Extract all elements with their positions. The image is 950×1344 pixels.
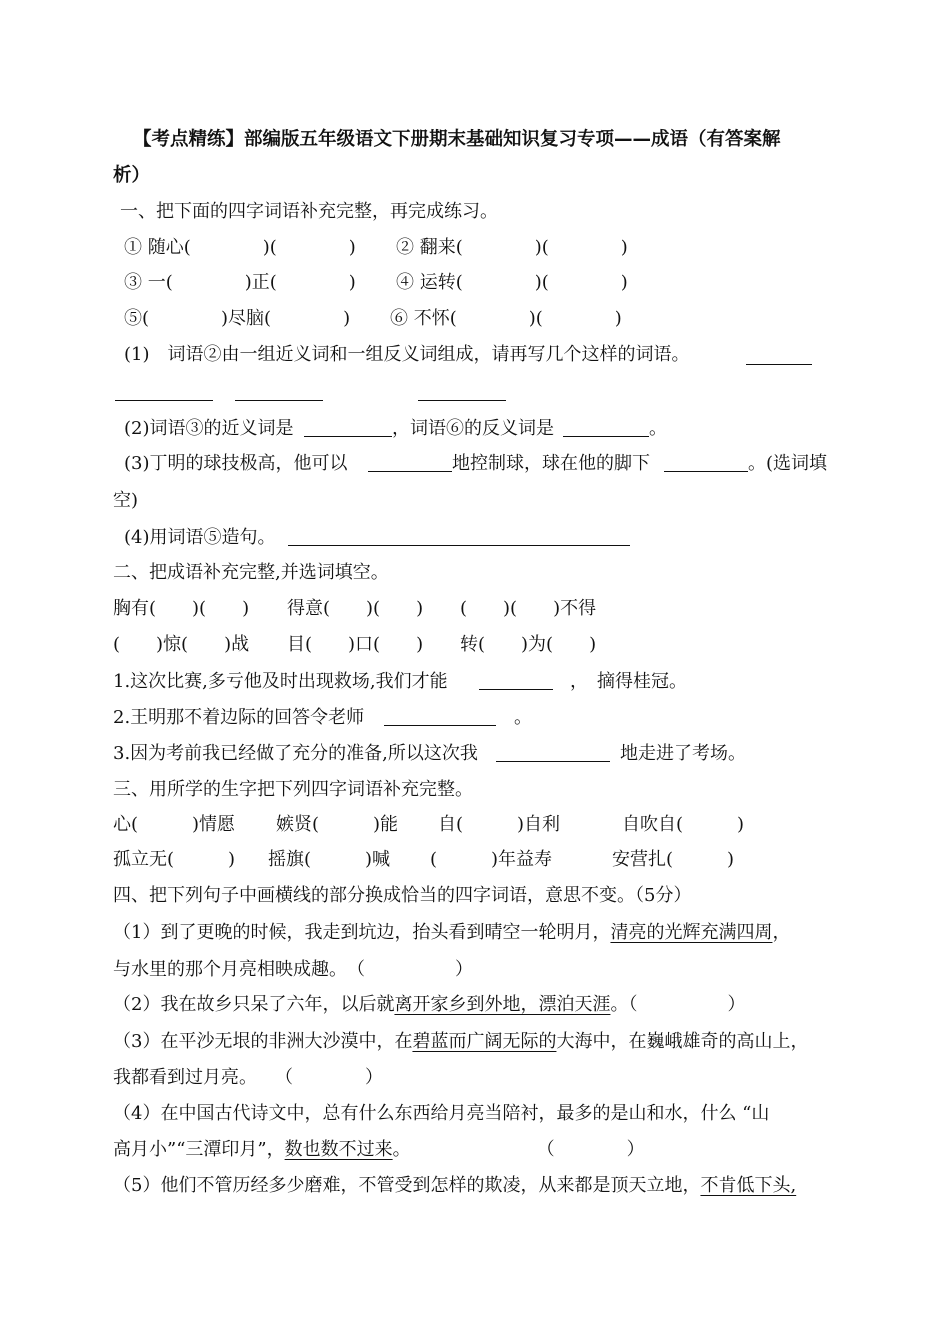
sentence-2-3-part-b: 地走进了考场。 xyxy=(620,743,746,764)
answer-blank[interactable] xyxy=(563,436,649,437)
sentence-2-1-part-b: ， 摘得桂冠。 xyxy=(570,671,687,692)
idiom-item-6: ⑥ 不怀( )( ) xyxy=(390,308,622,329)
worksheet-title-continued: 析） xyxy=(113,165,151,186)
answer-blank[interactable] xyxy=(115,400,213,401)
worksheet-title: 【考点精练】部编版五年级语文下册期末基础知识复习专项——成语（有答案解 xyxy=(133,129,781,150)
idiom-fill-1: 胸有( )( ) xyxy=(113,598,250,619)
idiom-fill-6: 转( )为( ) xyxy=(460,634,597,655)
question-1-3-part-c: 。(选词填 xyxy=(748,453,828,474)
rewrite-question-1: （1）到了更晚的时候，我走到坑边，抬头看到晴空一轮明月，清亮的光辉充满四周， xyxy=(113,922,791,943)
underlined-phrase: 不肯低下头, xyxy=(700,1175,797,1196)
sentence-2-1-part-a: 1.这次比赛,多亏他及时出现救场,我们才能 xyxy=(113,671,448,692)
rewrite-question-4: （4）在中国古代诗文中，总有什么东西给月亮当陪衬，最多的是山和水，什么 “山 xyxy=(113,1103,770,1124)
answer-blank[interactable] xyxy=(664,471,748,472)
rewrite-question-4-continued: 高月小”“三潭印月”，数也数不过来。 （ ） xyxy=(113,1139,645,1160)
idiom-item-5: ⑤( )尽脑( ) xyxy=(124,308,351,329)
idiom-item-1: ① 随心( )( ) xyxy=(124,237,356,258)
char-fill-1: 心( )情愿 xyxy=(113,814,236,835)
sentence-2-3-part-a: 3.因为考前我已经做了充分的准备,所以这次我 xyxy=(113,743,478,764)
underlined-phrase: 离开家乡到外地，漂泊天涯 xyxy=(394,994,611,1015)
rewrite-question-1-continued: 与水里的那个月亮相映成趣。 （ ） xyxy=(113,959,473,980)
answer-blank[interactable] xyxy=(418,400,506,401)
char-fill-4: 自吹自( ) xyxy=(622,814,745,835)
answer-blank[interactable] xyxy=(235,400,323,401)
section-4-heading: 四、把下列句子中画横线的部分换成恰当的四字词语，意思不变。（5分） xyxy=(113,885,692,906)
char-fill-3: 自( )自利 xyxy=(438,814,561,835)
answer-blank[interactable] xyxy=(479,689,553,690)
answer-blank[interactable] xyxy=(384,725,496,726)
char-fill-8: 安营扎( ) xyxy=(612,849,735,870)
question-1-4: (4)用词语⑤造句。 xyxy=(124,527,276,548)
idiom-item-4: ④ 运转( )( ) xyxy=(396,272,628,293)
question-1-2-part-c: 。 xyxy=(649,418,667,439)
char-fill-7: ( )年益寿 xyxy=(430,849,553,870)
idiom-fill-5: 目( )口( ) xyxy=(287,634,424,655)
idiom-item-3: ③ 一( )正( ) xyxy=(124,272,356,293)
idiom-fill-3: ( )( )不得 xyxy=(460,598,597,619)
answer-blank[interactable] xyxy=(288,545,630,546)
section-1-heading: 一、把下面的四字词语补充完整，再完成练习。 xyxy=(120,201,498,222)
sentence-2-2-part-a: 2.王明那不着边际的回答令老师 xyxy=(113,707,365,728)
idiom-item-2: ② 翻来( )( ) xyxy=(396,237,628,258)
rewrite-question-5: （5）他们不管历经多少磨难，不管受到怎样的欺凌，从来都是顶天立地，不肯低下头, xyxy=(113,1175,797,1196)
underlined-phrase: 数也数不过来 xyxy=(284,1139,393,1160)
question-1-1: (1) 词语②由一组近义词和一组反义词组成，请再写几个这样的词语。 xyxy=(124,344,690,365)
char-fill-2: 嫉贤( )能 xyxy=(276,814,399,835)
answer-blank[interactable] xyxy=(304,436,392,437)
question-1-3-part-a: (3)丁明的球技极高，他可以 xyxy=(124,453,348,474)
answer-blank[interactable] xyxy=(368,471,452,472)
question-1-3-part-b: 地控制球，球在他的脚下 xyxy=(452,453,650,474)
rewrite-question-3-continued: 我都看到过月亮。 （ ） xyxy=(113,1067,383,1088)
answer-blank[interactable] xyxy=(496,761,610,762)
underlined-phrase: 碧蓝而广阔无际的 xyxy=(412,1031,557,1052)
question-1-2-part-a: (2)词语③的近义词是 xyxy=(124,418,294,439)
rewrite-question-3: （3）在平沙无垠的非洲大沙漠中，在碧蓝而广阔无际的大海中，在巍峨雄奇的高山上， xyxy=(113,1031,809,1052)
question-1-3-part-d: 空) xyxy=(113,490,139,511)
char-fill-6: 摇旗( )喊 xyxy=(268,849,391,870)
rewrite-question-2: （2）我在故乡只呆了六年，以后就离开家乡到外地，漂泊天涯。（ ） xyxy=(113,994,746,1015)
idiom-fill-2: 得意( )( ) xyxy=(287,598,424,619)
underlined-phrase: 清亮的光辉充满四周 xyxy=(610,922,773,943)
idiom-fill-4: ( )惊( )战 xyxy=(113,634,250,655)
sentence-2-2-part-b: 。 xyxy=(514,707,532,728)
answer-blank[interactable] xyxy=(746,364,812,365)
section-3-heading: 三、用所学的生字把下列四字词语补充完整。 xyxy=(113,779,473,800)
char-fill-5: 孤立无( ) xyxy=(113,849,236,870)
section-2-heading: 二、把成语补充完整,并选词填空。 xyxy=(113,562,389,583)
question-1-2-part-b: ，词语⑥的反义词是 xyxy=(392,418,554,439)
